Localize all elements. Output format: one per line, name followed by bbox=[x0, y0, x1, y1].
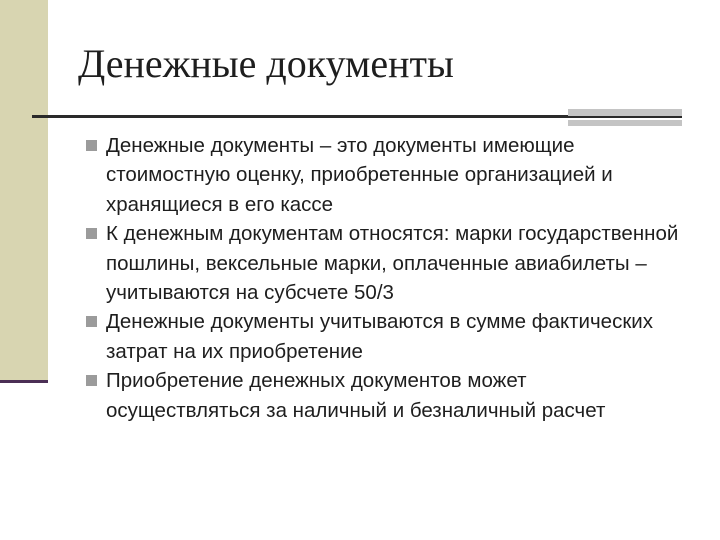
left-decorative-bar bbox=[0, 0, 48, 380]
decorative-gray-bar-bottom bbox=[568, 120, 682, 126]
bullet-text: Денежные документы – это документы имеющие стоимостную оценку, приобретенные организацией и хранящиеся в его кассе bbox=[106, 134, 613, 216]
left-bar-accent-line bbox=[0, 380, 48, 383]
square-bullet-icon bbox=[86, 228, 97, 239]
bullet-text: К денежным документам относятся: марки государственной пошлины, вексельные марки, оплаченные авиабилеты – учитываются на субсчете 50/3 bbox=[106, 222, 679, 305]
bullet-text: Денежные документы учитываются в сумме фактических затрат на их приобретение bbox=[106, 310, 654, 363]
slide-title: Денежные документы bbox=[78, 41, 454, 86]
bullet-item bbox=[86, 366, 686, 425]
bullet-item bbox=[86, 219, 686, 307]
square-bullet-icon bbox=[86, 140, 97, 151]
square-bullet-icon bbox=[86, 316, 97, 327]
square-bullet-icon bbox=[86, 375, 97, 386]
bullet-text: Приобретение денежных документов может осуществляться за наличный и безналичный расчет bbox=[106, 369, 606, 422]
bullet-item bbox=[86, 307, 686, 366]
bullet-list bbox=[86, 131, 686, 425]
bullet-item bbox=[86, 131, 686, 219]
decorative-gray-bar-top bbox=[568, 109, 682, 116]
